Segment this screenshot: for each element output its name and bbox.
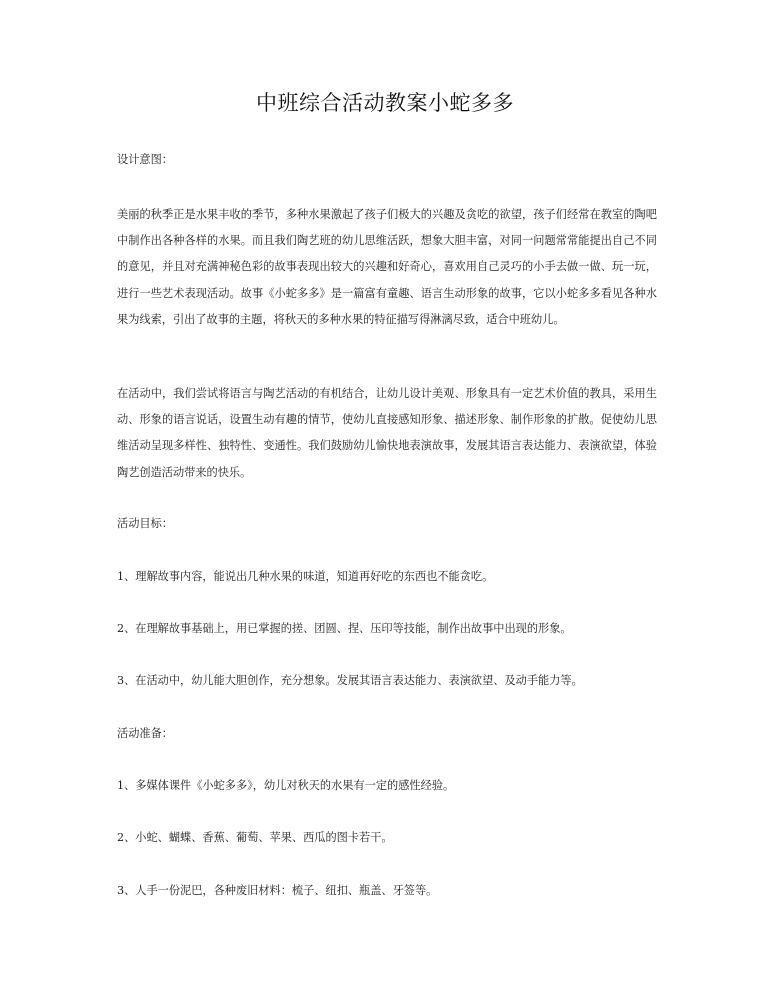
design-intent-paragraph-1: 美丽的秋季正是水果丰收的季节，多种水果激起了孩子们极大的兴趣及贪吃的欲望，孩子们经常在教室的陶吧中制作出各种各样的水果。而且我们陶艺班的幼儿思维活跃，想象大胆丰富，对同一问题常常能提出自己不同的意见，并且对充满神秘色彩的故事表现出较大的兴趣和好奇心，喜欢用自己灵巧的小手去做一做、玩一玩，进行一些艺术表现活动。故事《小蛇多多》是一篇富有童趣、语言生动形象的故事，它以小蛇多多看见各种水果为线索，引出了故事的主题，将秋天的多种水果的特征描写得淋漓尽致，适合中班幼儿。 [117,208,657,326]
activity-preparation-heading: 活动准备： [117,727,173,740]
goal-item-3: 3、在活动中，幼儿能大胆创作，充分想象。发展其语言表达能力、表演欲望、及动手能力等。 [117,674,583,687]
activity-goals-heading: 活动目标： [117,517,173,530]
preparation-item-1: 1、多媒体课件《小蛇多多》，幼儿对秋天的水果有一定的感性经验。 [117,779,455,792]
preparation-item-3: 3、人手一份泥巴，各种废旧材料：梳子、纽扣、瓶盖、牙签等。 [117,884,438,897]
goal-item-1: 1、理解故事内容，能说出几种水果的味道，知道再好吃的东西也不能贪吃。 [117,570,494,583]
goal-item-2: 2、在理解故事基础上，用已掌握的搓、团圆、捏、压印等技能，制作出故事中出现的形象。 [117,622,572,635]
document-title: 中班综合活动教案小蛇多多 [256,91,514,115]
design-intent-heading: 设计意图： [117,153,173,166]
preparation-item-2: 2、小蛇、蝴蝶、香蕉、葡萄、苹果、西瓜的图卡若干。 [117,831,393,844]
design-intent-paragraph-2: 在活动中，我们尝试将语言与陶艺活动的有机结合，让幼儿设计美观、形象具有一定艺术价值的教具，采用生动、形象的语言说话，设置生动有趣的情节，使幼儿直接感知形象、描述形象、制作形象的扩散。促使幼儿思维活动呈现多样性、独特性、变通性。我们鼓励幼儿愉快地表演故事，发展其语言表达能力、表演欲望，体验陶艺创造活动带来的快乐。 [117,387,657,479]
